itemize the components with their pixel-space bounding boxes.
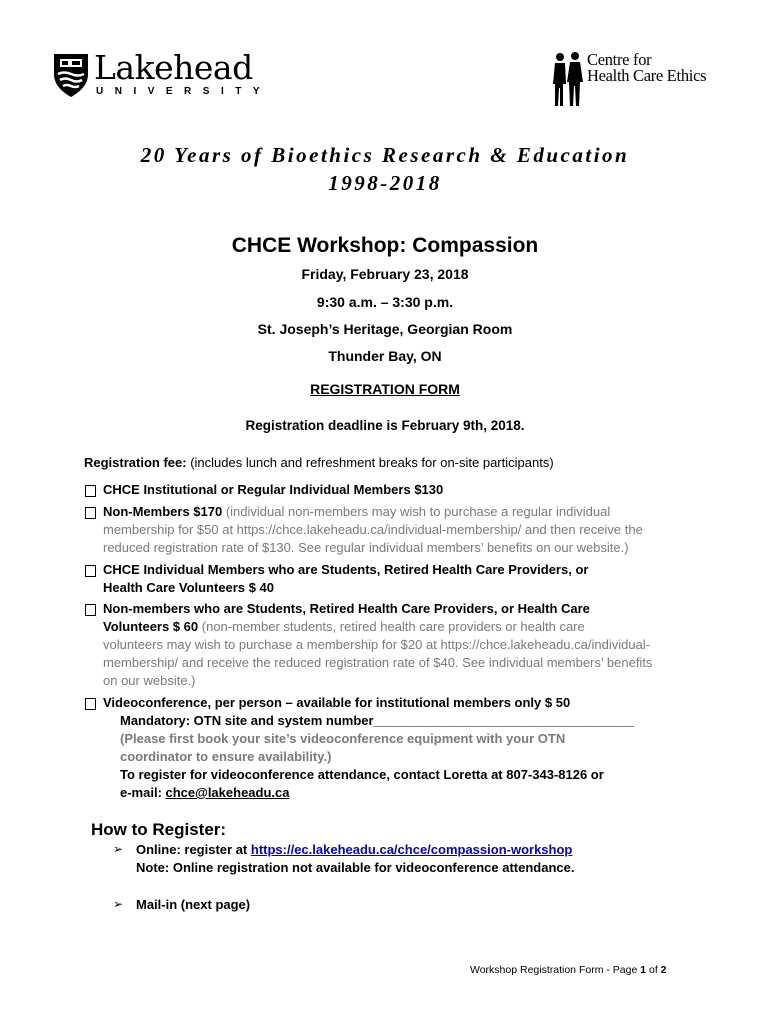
otn-site-label: Mandatory: OTN site and system number bbox=[120, 713, 374, 728]
online-registration-note: Note: Online registration not available for videoconference attendance. bbox=[136, 860, 575, 875]
footer-page-number: 1 bbox=[640, 964, 647, 976]
workshop-title: CHCE Workshop: Compassion bbox=[231, 234, 539, 257]
online-label: Online: register at bbox=[136, 842, 251, 857]
registration-form-heading: REGISTRATION FORM bbox=[310, 381, 460, 397]
videoconference-email-link[interactable]: chce@lakeheadu.ca bbox=[165, 785, 290, 800]
option-non-member-student-retired-note-1: (non-member students, retired health care providers or health care bbox=[201, 619, 585, 634]
footer-page-total: 2 bbox=[660, 964, 667, 976]
option-member-student-retired-line-1: CHCE Individual Members who are Students, Retired Health Care Providers, or bbox=[103, 562, 589, 577]
anniversary-years: 1998-2018 bbox=[328, 171, 442, 195]
registration-fee-label: Registration fee: bbox=[84, 455, 187, 470]
checkbox-institutional-member[interactable] bbox=[85, 485, 96, 497]
videoconference-email-label: e-mail: bbox=[120, 785, 166, 800]
option-non-member-student-retired bbox=[103, 600, 723, 690]
two-people-silhouette-icon bbox=[550, 50, 586, 108]
footer-of: of bbox=[646, 964, 661, 976]
lakehead-wordmark: Lakehead bbox=[94, 48, 253, 87]
registration-deadline: Registration deadline is February 9th, 2018. bbox=[245, 418, 525, 433]
option-non-member-note-1: (individual non-members may wish to purchase a regular individual bbox=[225, 504, 611, 519]
option-non-member-note-3: reduced registration rate of $130. See regular individual members’ benefits on our website.) bbox=[103, 540, 629, 555]
chce-line-1: Centre for bbox=[587, 50, 652, 69]
option-non-member-note-2: membership for $50 at https://chce.lakeheadu.ca/individual-membership/ and then receive the bbox=[103, 522, 643, 537]
lakehead-university-logo bbox=[52, 48, 272, 102]
option-non-member-label: Non-Members $170 bbox=[103, 504, 223, 519]
option-non-member bbox=[103, 503, 723, 557]
mail-in-option: Mail-in (next page) bbox=[136, 897, 251, 912]
option-member-student-retired-line-2: Health Care Volunteers $ 40 bbox=[103, 580, 274, 595]
option-non-member-student-retired-note-4: on our website.) bbox=[103, 673, 196, 688]
videoconference-details bbox=[120, 712, 720, 802]
lakehead-shield-icon bbox=[52, 52, 90, 98]
arrow-bullet-icon: ➢ bbox=[113, 897, 124, 911]
chce-wordmark bbox=[587, 52, 706, 84]
anniversary-title: 20 Years of Bioethics Research & Education bbox=[140, 143, 630, 167]
videoconference-note-2: coordinator to ensure availability.) bbox=[120, 749, 332, 764]
checkbox-non-member[interactable] bbox=[85, 507, 96, 519]
event-city: Thunder Bay, ON bbox=[328, 348, 442, 364]
videoconference-contact: To register for videoconference attendance, contact Loretta at 807-343-8126 or bbox=[120, 767, 604, 782]
chce-line-2: Health Care Ethics bbox=[587, 66, 707, 85]
option-non-member-student-retired-label: Volunteers $ 60 bbox=[103, 619, 199, 634]
checkbox-non-member-student-retired[interactable] bbox=[85, 604, 96, 616]
option-non-member-student-retired-note-2: volunteers may wish to purchase a membership for $20 at https://chce.lakeheadu.ca/individual- bbox=[103, 637, 651, 652]
otn-site-field[interactable]: ____________________________________ bbox=[373, 713, 634, 728]
page-footer bbox=[470, 964, 667, 976]
option-non-member-student-retired-note-3: membership/ and receive the reduced registration rate of $40. See individual members’ benefits bbox=[103, 655, 653, 670]
option-member-student-retired bbox=[103, 561, 588, 597]
option-videoconference: Videoconference, per person – available for institutional members only $ 50 bbox=[103, 695, 571, 710]
online-registration-link[interactable]: https://ec.lakeheadu.ca/chce/compassion-workshop bbox=[250, 842, 573, 857]
option-institutional-member: CHCE Institutional or Regular Individual Members $130 bbox=[103, 482, 444, 497]
registration-fee-line bbox=[84, 454, 554, 472]
footer-prefix: Workshop Registration Form - Page bbox=[470, 964, 641, 976]
online-registration bbox=[136, 841, 572, 859]
option-non-member-student-retired-line-1: Non-members who are Students, Retired Health Care Providers, or Health Care bbox=[103, 601, 590, 616]
event-date: Friday, February 23, 2018 bbox=[301, 266, 469, 282]
registration-fee-note: (includes lunch and refreshment breaks for on-site participants) bbox=[190, 455, 554, 470]
videoconference-note-1: (Please first book your site’s videoconference equipment with your OTN bbox=[120, 731, 566, 746]
checkbox-member-student-retired[interactable] bbox=[85, 565, 96, 577]
checkbox-videoconference[interactable] bbox=[85, 698, 96, 710]
event-venue: St. Joseph’s Heritage, Georgian Room bbox=[257, 321, 513, 337]
how-to-register-heading: How to Register: bbox=[91, 820, 227, 839]
event-time: 9:30 a.m. – 3:30 p.m. bbox=[316, 294, 454, 310]
arrow-bullet-icon: ➢ bbox=[113, 842, 124, 856]
chce-logo bbox=[550, 50, 730, 110]
university-wordmark: UNIVERSITY bbox=[96, 86, 272, 97]
